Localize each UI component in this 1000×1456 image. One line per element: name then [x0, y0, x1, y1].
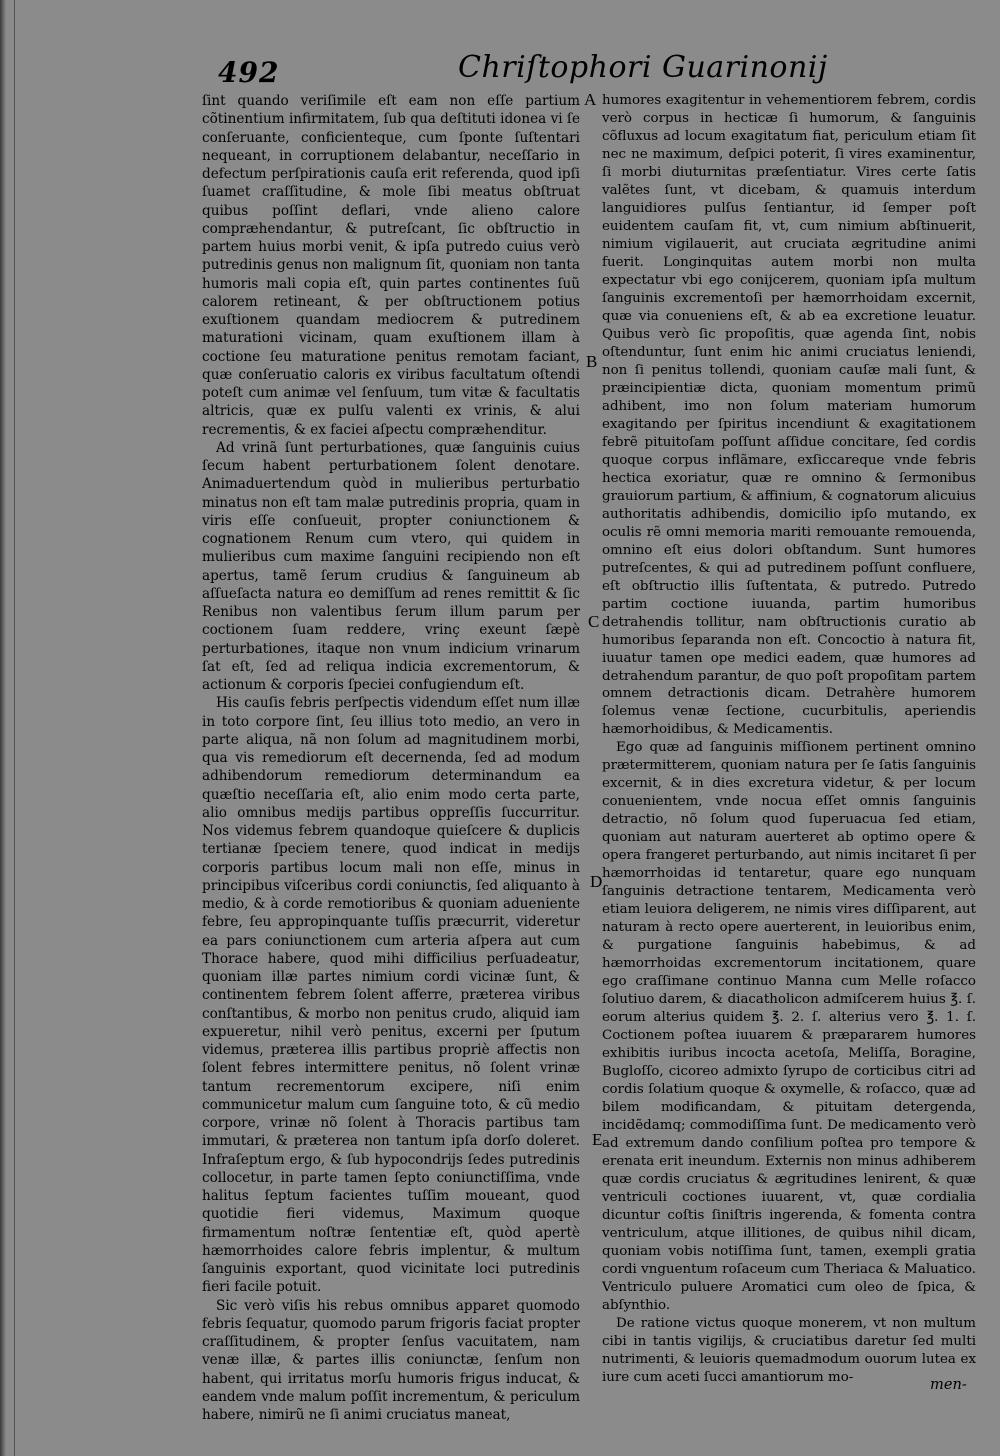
gutter-rule: [14, 0, 15, 1456]
page-edge-shadow: [0, 0, 6, 1456]
margin-marker-d: D: [590, 872, 603, 891]
paragraph: De ratione victus quoque monerem, vt non multum cibi in tantis vigilijs, & cruciatibus daretur ſed multi nutrimenti, & leuioris quemadmodum ouorum lutea ex iure cum aceti ſucci amantiorum mo-: [602, 1315, 976, 1385]
paragraph: Ad vrinã ſunt perturbationes, quæ ſanguinis cuius ſecum habent perturbationem ſolent denotare. Animaduertendum quòd in mulieribus perturbatio minatus non eſt tam malæ putredinis propria, quam in viris eſſe conſueuit, propter coniunctionem & cognationem Renum cum vtero, qui quidem in mulieribus cum maxime ſanguini recipiendo non eſt apertus, tamẽ ſerum crudius & ſanguineum ab aſſueſacta natura eo demiſſum ad renes remittit & ſic Renibus non valentibus ſerum illum parum per coctionem ſuam reddere, vrinç exeunt ſæpè perturbationes, itaque non vnum indicium vrinarum ſat eſt, ſed ad reliqua indicia excrementorum, & actionum & corporis ſpeciei confugiendum eſt.: [202, 439, 580, 693]
catchword: men-: [930, 1376, 967, 1393]
running-title: Chriſtophori Guarinonij: [458, 50, 828, 85]
page-number: 492: [218, 56, 280, 89]
paragraph: Ego quæ ad ſanguinis miſſionem pertinent omnino prætermitterem, quoniam natura per ſe ſatis ſanguinis excernit, & in dies excretura videtur, & per locum conuenientem, vnde nocua eſſet omnis ſanguinis detractio, nõ ſolum quod ſuperuacua ſed etiam, quoniam aut naturam auerteret ab optimo opere & opera frangeret perturbando, aut nimis incitaret ſi per hæmorrhoidas id tentaretur, quare ego nunquam ſanguinis detractione tentarem, Medicamenta verò etiam leuiora deligerem, ne nimis vires diſſiparent, aut naturam à recto opere auerterent, in leuioribus enim, & purgatione ſanguinis habebimus, & ad hæmorrhoidas excrementorum incitationem, quare ego craſſimane continuo Manna cum Melle roſacco ſolutiuo darem, & diacatholicon admiſcerem huius ℥. ſ. eorum alterius quidem ℥. 2. ſ. alterius vero ℥. 1. ſ. Coctionem poſtea iuuarem & præpararem humores exhibitis iuribus incocta acetoſa, Meliſſa, Boragine, Bugloſſo, cicoreo admixto ſyrupo de corticibus citri ad cordis ſolatium quoque & oxymelle, & roſacco, quæ ad bilem modificandam, & pituitam detergenda, incidẽdamq; commodiſſima ſunt. De medicamento verò ad extremum dando conſilium poſtea pro tempore & erenata erit ineundum. Externis non minus adhiberem quæ cordis cruciatus & ægritudines lenirent, & quæ ventriculi coctiones iuuarent, vt, quæ cordialia dicuntur coſtis ſiniſtris ingerenda, & fomenta contra ventriculum, atque illitiones, de quibus nihil dicam, quoniam vobis notiſſima ſunt, tamen, exempli gratia cordi vnguentum roſaceum cum Theriaca & Maluatico. Ventriculo puluere Aromatici cum oleo de ſpica, & abſynthio.: [602, 740, 976, 1313]
page-header: [0, 50, 1000, 90]
paragraph: Sic verò viſis his rebus omnibus apparet quomodo febris ſequatur, quomodo parum frigoris faciat propter craſſitudinem, & propter ſenſus vacuitatem, nam venæ illæ, & partes illis coniunctæ, ſenſum non habent, qui irritatus morſu humoris frigus inducat, & eandem vnde malum poſſit incrementum, & periculum habere, nimirũ ne ſi animi cruciatus maneat,: [202, 1297, 580, 1423]
margin-marker-c: C: [588, 612, 600, 631]
margin-marker-e: E: [592, 1130, 603, 1149]
paragraph: humores exagitentur in vehementiorem febrem, cordis verò corpus in hecticæ ſi humorum, & ſanguinis cõfluxus ad locum exagitatum fiat, periculum etiam ſit nec ne maximum, deſpici poterit, ſi vires examinentur, ſi morbi diuturnitas præſentiatur. Vires certe ſatis valẽtes ſunt, vt dicebam, & quamuis interdum languidiores pulſus ſentiantur, id ſemper poſt euidentem cauſam fit, vt, cum nimium abſtinuerit, nimium vigilauerit, aut cruciata ægritudine animi fuerit. Longinquitas autem morbi non multa expectatur vbi ego conijcerem, quoniam ipſa multum ſanguinis excrementoſi per hæmorrhoidam excernit, quæ via conueniens eſt, & ab ea excretione leuatur. Quibus verò ſic propoſitis, quæ agenda ſint, nobis oſtenduntur, ſunt enim hic animi cruciatus leniendi, non ſi penitus tollendi, quoniam cauſæ mali ſunt, & præincipientiæ dicta, quoniam momentum primũ adhibent, imo non ſolum materiam humorum exagitando per ſpiritus incendiunt & exagitationem febrẽ pituitoſam poſſunt aſſidue concitare, ſed cordis quoque corpus inflãmare, exſiccareque vnde febris hectica exoriatur, quæ re omnino & ſermonibus grauiorum partium, & affinium, & cognatorum alicuius authoritatis adhibendis, domicilio ipſo mutando, ex oculis rẽ omni memoria mariti remouante remouenda, omnino eſt eius dolori obſtandum. Sunt humores putreſcentes, & qui ad putredinem poſſunt confluere, eſt obſtructio illis ſuſtentata, & putredo. Putredo partim coctione iuuanda, partim humoribus detrahendis tollitur, nam obſtructionis curatio ab humoribus ſeparanda non eſt. Concoctio à natura fit, iuuatur tamen ope medici eadem, quæ humores ad detrahendum parantur, de quo poſt propoſitam partem omnem detractionis dicam. Detrahère humorem ſolemus venæ ſectione, cucurbitulis, aperiendis hæmorhoidibus, & Medicamentis.: [602, 93, 976, 738]
left-text-column: [202, 92, 580, 1424]
margin-marker-b: B: [586, 352, 598, 371]
paragraph: His cauſis febris perſpectis videndum eſſet num illæ in toto corpore ſint, ſeu illius toto medio, an vero in parte aliqua, nã non ſolum ad magnitudinem morbi, qua vis remediorum eſt decernenda, ſed ad modum adhibendorum remediorum determinandum ea quæſtio neceſſaria eſt, alio enim modo certa parte, alio omnibus medijs partibus oppreſſis ſuccurritur. Nos videmus febrem quandoque quieſcere & duplicis tertianæ ſpeciem tenere, quod indicat in medijs corporis partibus locum mali non eſſe, minus in principibus viſceribus cordi coniunctis, ſed aliquanto à medio, & à corde remotioribus & quoniam adueniente febre, ſeu appropinquante tuſſis præcurrit, videretur ea pars coniunctionem cum arteria aſpera aut cum Thorace habere, quod mihi difficilius perſuadeatur, quoniam illæ partes nimium cordi vicinæ ſunt, & continentem febrem ſolent afferre, præterea viribus conſtantibus, & morbo non penitus crudo, aliquid iam expueretur, nihil verò penitus, excerni per ſputum videmus, præterea illis partibus propriè affectis non ſolent febres intermittere penitus, nõ ſolent vrinæ tantum recrementorum excipere, niſi enim communicetur malum cum ſanguine toto, & cũ medio corpore, vrinæ nõ ſolent à Thoracis partibus tam immutari, & præterea non tantum ipſa dorſo doleret. Infraſeptum ergo, & ſub hypocondrijs ſedes putredinis collocetur, in parte tamen ſepto coniunctiſſima, vnde halitus ſeptum facientes tuſſim moueant, quod quotidie fieri videmus, Maximum quoque firmamentum noſtræ ſententiæ eſt, quòd apertè hæmorrhoides calore febris implentur, & multum ſanguinis exportant, quod vicinitate loci putredinis fieri facile potuit.: [202, 695, 580, 1296]
paragraph: ſint quando veriſimile eſt eam non eſſe partium cõtinentium infirmitatem, ſub qua deſtituti idonea vi ſe conſeruante, conficienteque, cum ſponte ſuſtentari nequeant, in corruptionem delabantur, neceſſario in defectum perſpirationis cauſa erit referenda, quod ipſi ſuamet craſſitudine, & mole ſibi meatus obſtruat quibus poſſint deflari, vnde alieno calore compræhendantur, & putreſcant, ſic obſtructio in partem huius morbi venit, & ipſa putredo cuius verò putredinis genus non malignum ſit, quoniam non tanta humoris mali copia eſt, quin partes continentes ſuũ calorem retineant, & per obſtructionem potius exuſtionem quandam mediocrem & putredinem maturationi vicinam, quam exuſtionem illam à coctione ſeu maturatione penitus remotam faciant, quæ conſeruatio caloris ex viribus facultatum oſtendi poteſt cum animæ vel ſenſuum, tum vitæ & facultatis altricis, quæ ex pulſu valenti ex vrinis, & alui recrementis, & ex faciei aſpectu compræhenditur.: [202, 93, 580, 438]
right-text-column: [602, 92, 976, 1387]
margin-marker-a: A: [584, 90, 597, 109]
